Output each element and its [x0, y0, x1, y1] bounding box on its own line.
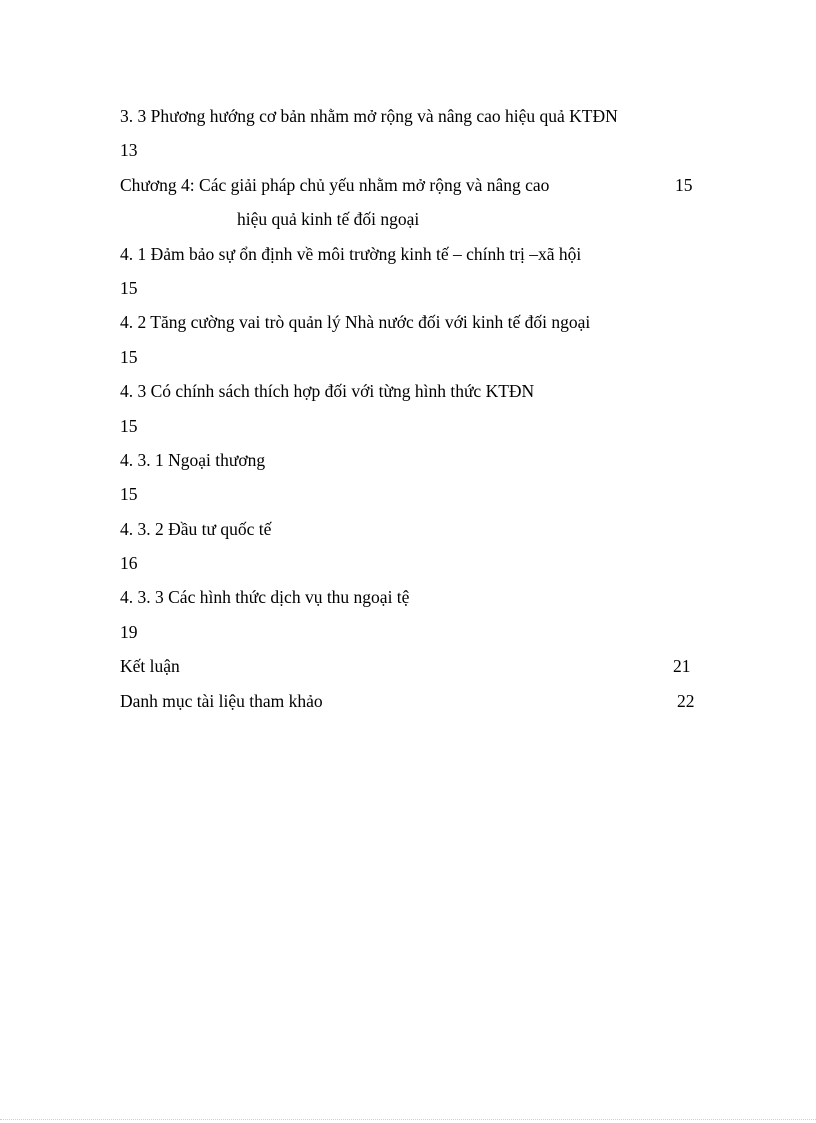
toc-entry-page-number: 22: [677, 690, 695, 711]
toc-entry-4-3-title: [120, 374, 700, 408]
page-bottom-border: [0, 1119, 816, 1120]
toc-entry-page-number: 15: [120, 415, 138, 436]
toc-entry-page-number: 21: [673, 656, 691, 677]
toc-entry-4-3-page: [120, 409, 700, 443]
toc-entry-4-3-1-title: [120, 443, 700, 477]
toc-entry-title-continued: hiệu quả kinh tế đối ngoại: [237, 209, 420, 230]
toc-entry-page-number: 15: [120, 346, 138, 367]
toc-entry-title: Kết luận: [120, 656, 180, 677]
toc-entry-chapter-4-cont: [120, 202, 700, 236]
toc-entry-title: 4. 3. 3 Các hình thức dịch vụ thu ngoại tệ: [120, 587, 410, 608]
table-of-contents: [120, 99, 700, 718]
toc-entry-4-1-title: [120, 237, 700, 271]
toc-entry-references: [120, 684, 700, 718]
toc-entry-4-3-2-page: [120, 546, 700, 580]
toc-entry-page-number: 19: [120, 621, 138, 642]
toc-entry-title: 4. 3. 2 Đầu tư quốc tế: [120, 518, 272, 539]
toc-entry-3-3-title: [120, 99, 700, 133]
toc-entry-title: Danh mục tài liệu tham khảo: [120, 690, 323, 711]
toc-entry-title: 4. 1 Đảm bảo sự ổn định về môi trường kinh tế – chính trị –xã hội: [120, 243, 582, 264]
toc-entry-4-3-1-page: [120, 477, 700, 511]
toc-entry-conclusion: [120, 649, 700, 683]
toc-entry-title: Chương 4: Các giải pháp chủ yếu nhằm mở rộng và nâng cao: [120, 174, 550, 195]
toc-entry-4-3-2-title: [120, 512, 700, 546]
toc-entry-4-1-page: [120, 271, 700, 305]
toc-entry-4-2-page: [120, 340, 700, 374]
toc-entry-title: 3. 3 Phương hướng cơ bản nhằm mở rộng và nâng cao hiệu quả KTĐN: [120, 106, 618, 126]
toc-entry-4-2-title: [120, 305, 700, 339]
toc-entry-chapter-4: [120, 168, 700, 202]
toc-entry-page-number: 15: [120, 277, 138, 298]
toc-entry-title: 4. 2 Tăng cường vai trò quản lý Nhà nước đối với kinh tế đối ngoại: [120, 312, 591, 333]
toc-entry-3-3-page: [120, 133, 700, 167]
toc-entry-page-number: 16: [120, 553, 138, 574]
toc-entry-4-3-3-title: [120, 580, 700, 614]
toc-entry-page-number: 13: [120, 140, 138, 161]
toc-entry-4-3-3-page: [120, 615, 700, 649]
toc-entry-title: 4. 3. 1 Ngoại thương: [120, 449, 266, 470]
toc-entry-title: 4. 3 Có chính sách thích hợp đối với từng hình thức KTĐN: [120, 381, 535, 402]
toc-entry-page-number: 15: [120, 484, 138, 505]
toc-entry-page-number: 15: [675, 174, 693, 195]
